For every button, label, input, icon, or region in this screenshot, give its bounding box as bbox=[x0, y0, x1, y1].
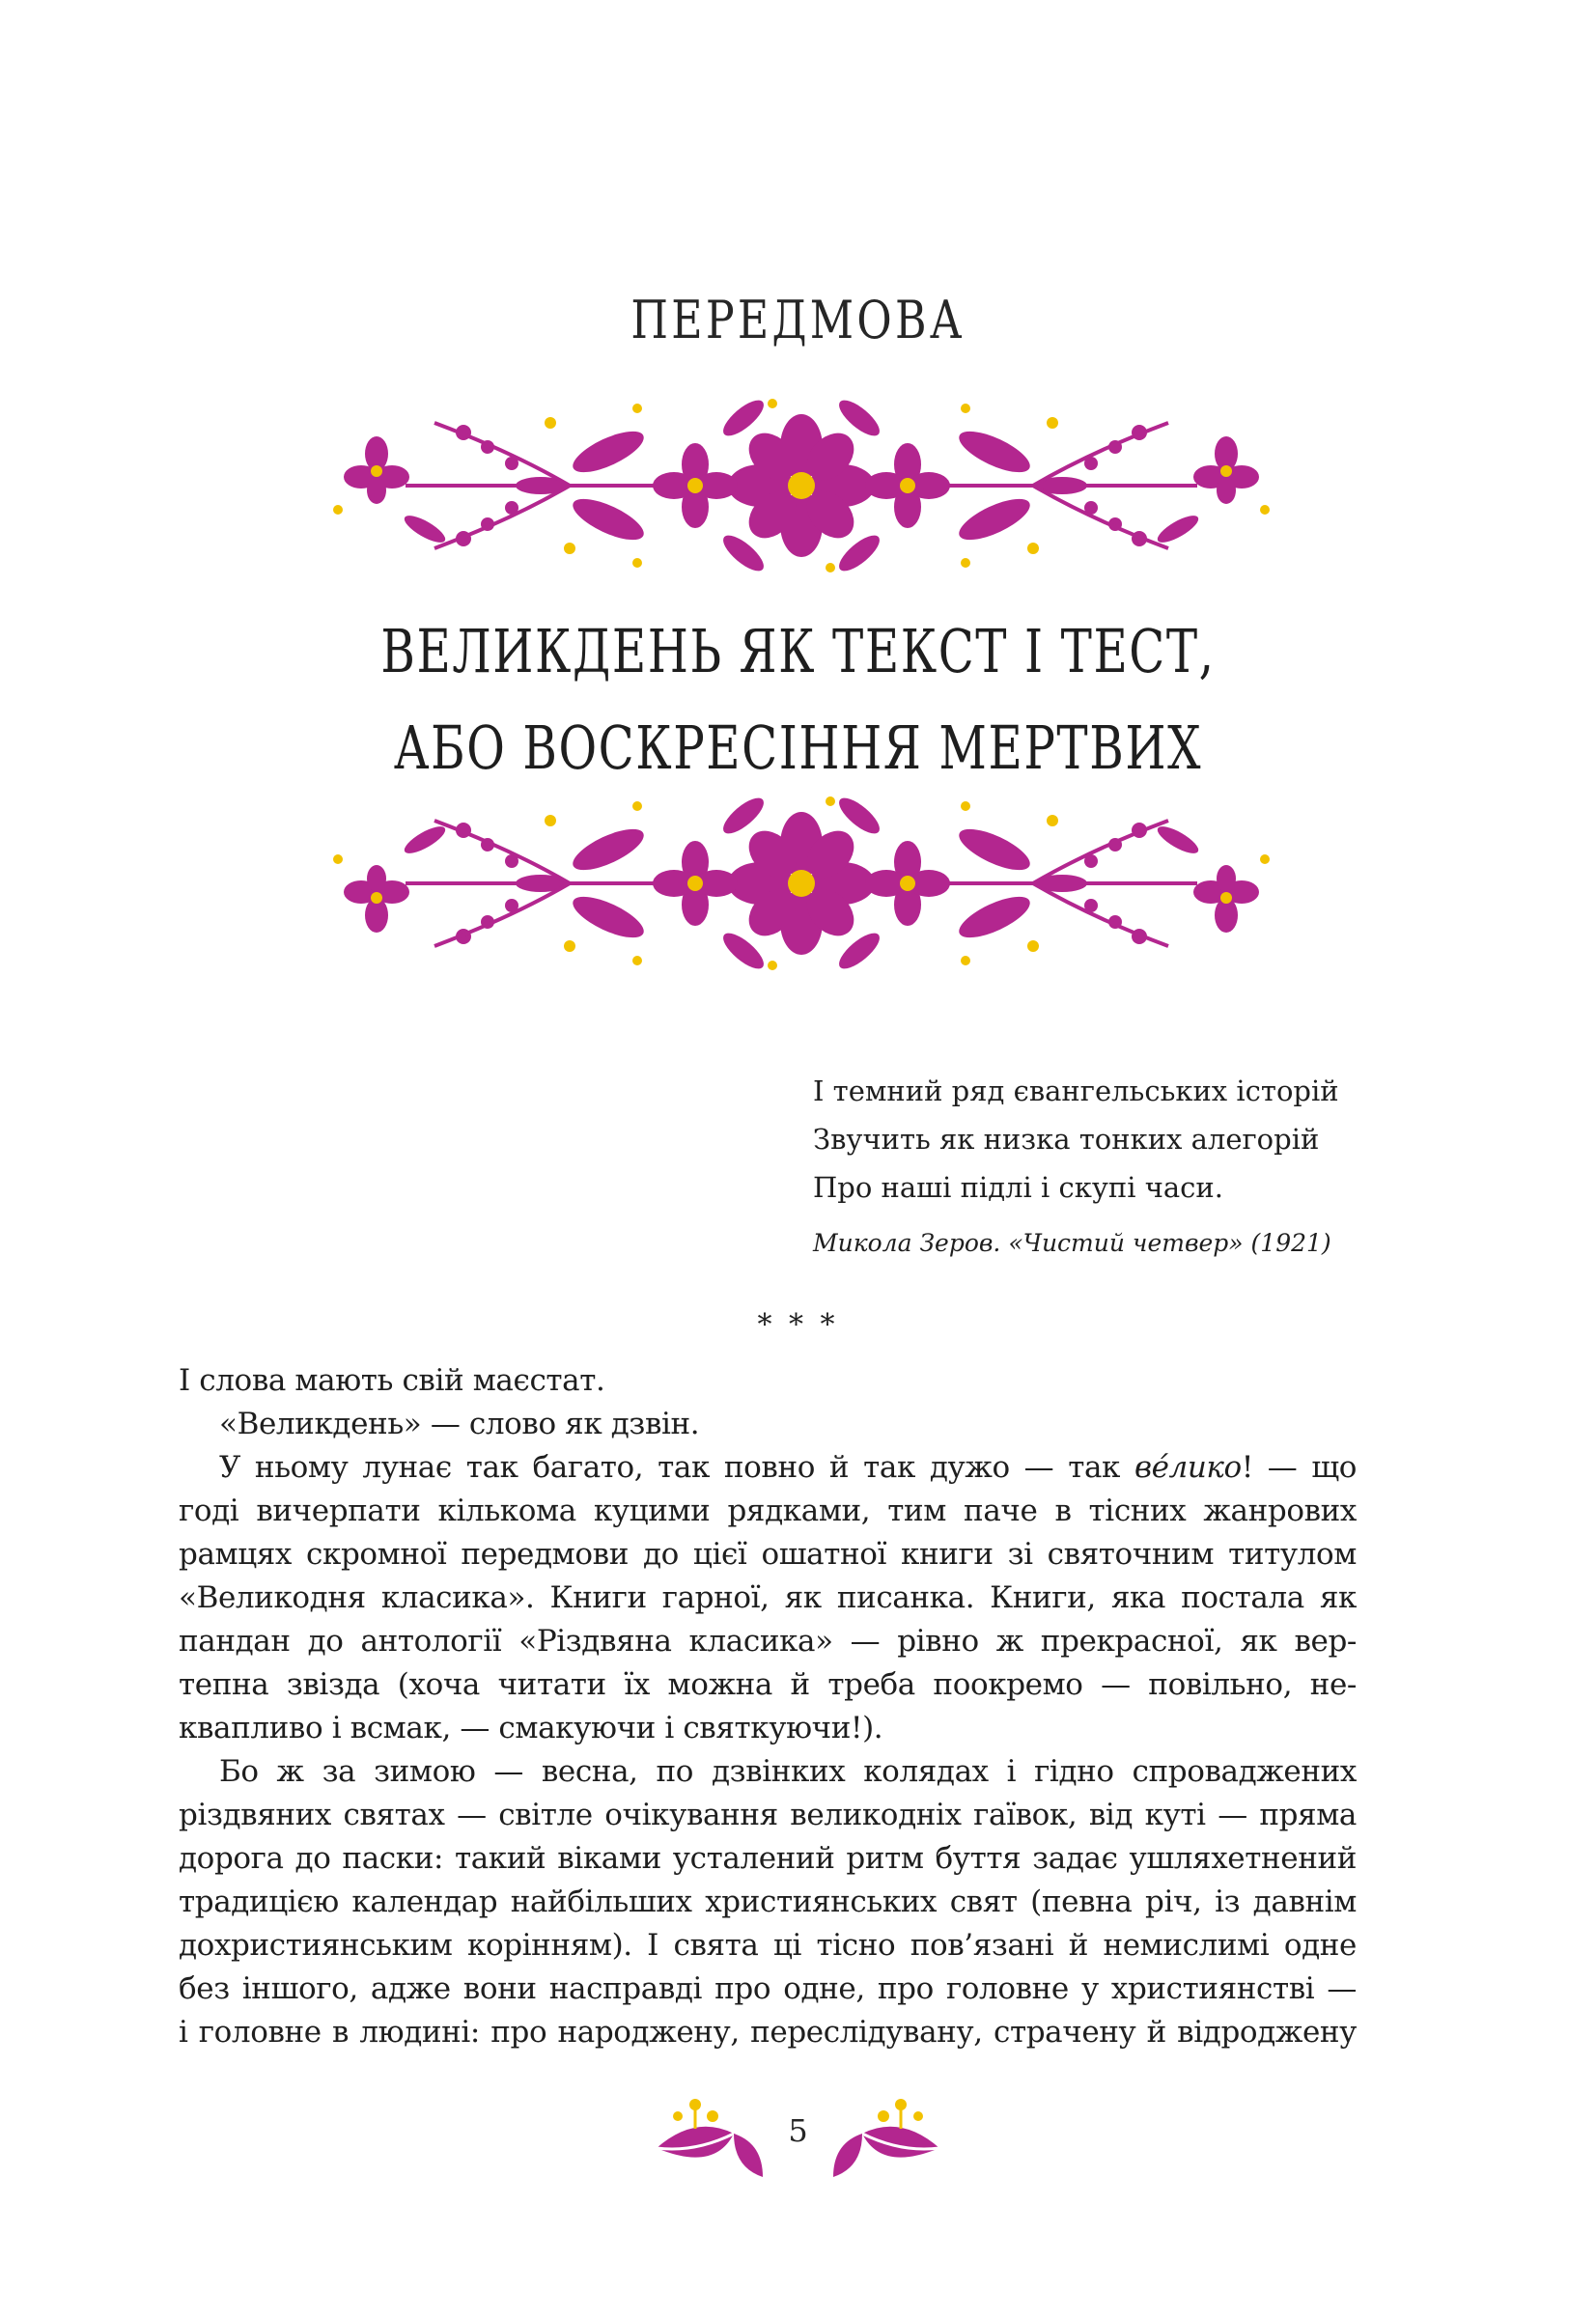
paragraph-line: різдвяних святах — світле очікування великодніх гаївок, від куті — пряма bbox=[179, 1798, 1357, 1832]
section-separator: * * * bbox=[757, 1308, 839, 1342]
paragraph-line: пандан до антології «Різдвяна класика» — рівно ж прекрасної, як вер- bbox=[179, 1624, 1357, 1659]
epigraph-line: І темний ряд євангельських історій bbox=[813, 1075, 1339, 1107]
headline bbox=[0, 603, 1596, 796]
text-run: ! — що bbox=[1241, 1450, 1358, 1485]
paragraph-line: «Великдень» — слово як дзвін. bbox=[219, 1407, 700, 1441]
paragraph-line bbox=[179, 1446, 1357, 1490]
paragraph-line: «Великодня класика». Книги гарної, як писанка. Книги, яка постала як bbox=[179, 1580, 1357, 1615]
paragraph-line: Бо ж за зимою — весна, по дзвінких колядах і гідно спроваджених bbox=[219, 1754, 1357, 1789]
epigraph-attribution: Микола Зеров. «Чистий четвер» (1921) bbox=[813, 1229, 1331, 1257]
headline-line-2: АБО ВОСКРЕСІННЯ МЕРТВИХ bbox=[393, 712, 1203, 783]
floral-ornament-bottom bbox=[319, 792, 1284, 975]
paragraph-line: традицією календар найбільших християнських свят (певна річ, із давнім bbox=[179, 1884, 1357, 1919]
paragraph-line: дохристиянським корінням). І свята ці тісно пов’язані й немислимі одне bbox=[179, 1928, 1357, 1963]
text-run: У ньому лунає так багато, так повно й так дужо — так bbox=[219, 1450, 1134, 1485]
section-title: ПЕРЕДМОВА bbox=[630, 290, 966, 350]
epigraph-line: Про наші підлі і скупі часи. bbox=[813, 1171, 1223, 1204]
paragraph-line: дорога до паски: такий віками усталений ритм буття задає ушляхетнений bbox=[179, 1841, 1357, 1876]
floral-ornament-top bbox=[319, 394, 1284, 577]
paragraph-line: І слова мають свій маєстат. bbox=[179, 1363, 605, 1398]
paragraph-line: квапливо і всмак, — смакуючи і святкуючи!). bbox=[179, 1711, 883, 1745]
paragraph-line: тепна звізда (хоча читати їх можна й треба поокремо — повільно, не- bbox=[179, 1667, 1357, 1702]
epigraph bbox=[813, 1067, 1354, 1268]
epigraph-line: Звучить як низка тонких алегорій bbox=[813, 1123, 1320, 1156]
emphasis-text: вéлико bbox=[1134, 1450, 1242, 1485]
page-number: 5 bbox=[788, 2112, 808, 2149]
paragraph-line: і головне в людині: про народжену, переслідувану, страчену й відроджену bbox=[179, 2015, 1357, 2050]
paragraph-line: годі вичерпати кількома куцими рядками, тим паче в тісних жанрових bbox=[179, 1493, 1357, 1528]
body-text bbox=[179, 1359, 1357, 2054]
paragraph-line: рамцях скромної передмови до цієї ошатної книги зі святочним титулом bbox=[179, 1537, 1357, 1572]
paragraph-line: без іншого, адже вони насправді про одне, про головне у християнстві — bbox=[179, 1971, 1357, 2006]
headline-line-1: ВЕЛИКДЕНЬ ЯК ТЕКСТ І ТЕСТ, bbox=[380, 616, 1216, 686]
